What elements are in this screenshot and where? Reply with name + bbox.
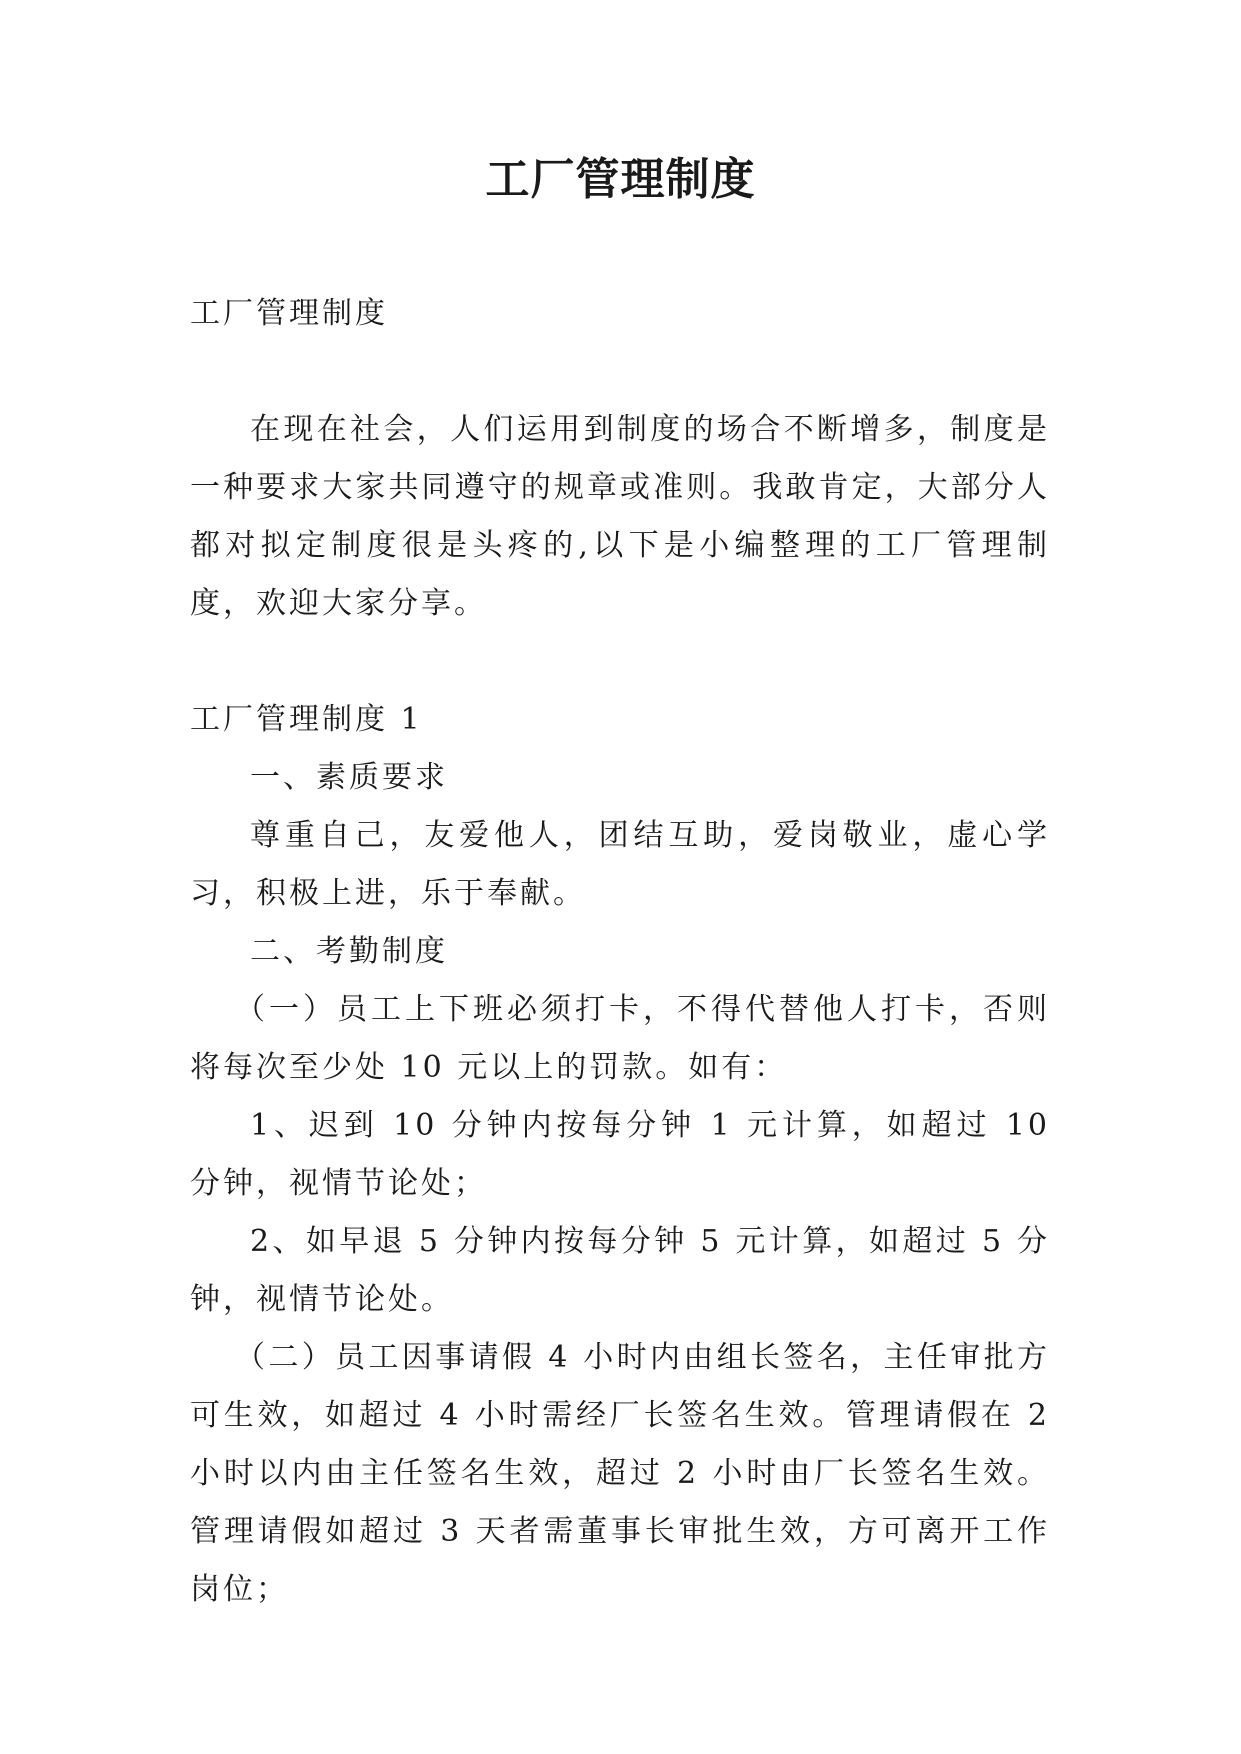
document-body [190,285,1050,1619]
attendance-clause-1: （一）员工上下班必须打卡，不得代替他人打卡，否则将每次至少处 10 元以上的罚款。如有： [190,992,1050,1085]
attendance-item-late: 1、迟到 10 分钟内按每分钟 1 元计算，如超过 10 分钟，视情节论处； [190,1108,1050,1201]
intro-paragraph: 在现在社会，人们运用到制度的场合不断增多，制度是一种要求大家共同遵守的规章或准则。我敢肯定，大部分人都对拟定制度很是头疼的,以下是小编整理的工厂管理制度，欢迎大家分享。 [190,412,1050,621]
subsection-heading-quality: 一、素质要求 [250,760,448,795]
section-heading: 工厂管理制度 1 [190,702,423,737]
attendance-item-early-leave: 2、如早退 5 分钟内按每分钟 5 元计算，如超过 5 分钟，视情节论处。 [190,1224,1050,1317]
attendance-clause-2: （二）员工因事请假 4 小时内由组长签名，主任审批方可生效，如超过 4 小时需经厂长签名生效。管理请假在 2 小时以内由主任签名生效，超过 2 小时由厂长签名生效。管理请假如超过 3 天者需董事长审批生效，方可离开工作岗位； [190,1340,1050,1607]
subtitle-paragraph: 工厂管理制度 [190,296,388,331]
document-title: 工厂管理制度 [485,154,756,205]
quality-paragraph: 尊重自己，友爱他人，团结互助，爱岗敬业，虚心学习，积极上进，乐于奉献。 [190,818,1050,911]
subsection-heading-attendance: 二、考勤制度 [250,934,448,969]
